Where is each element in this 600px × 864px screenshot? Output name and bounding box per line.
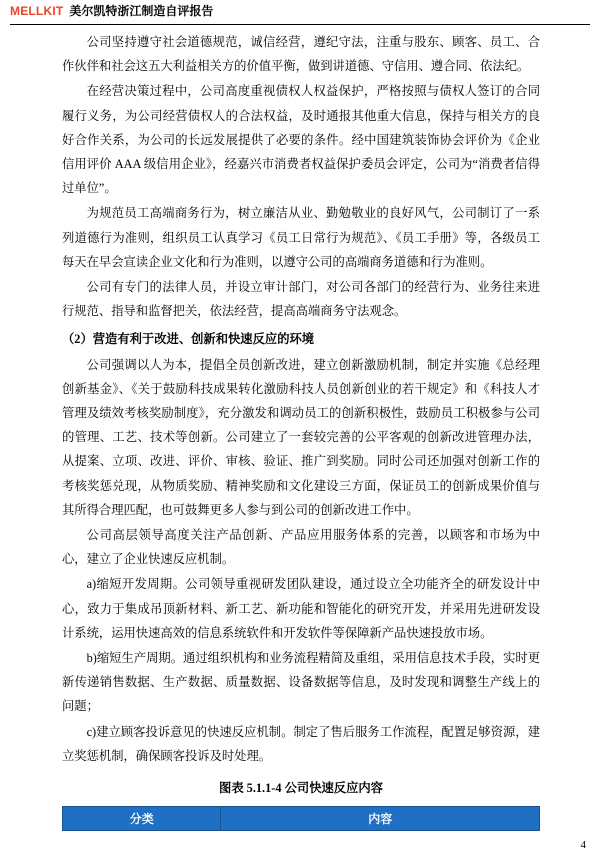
paragraph: 在经营决策过程中，公司高度重视债权人权益保护，严格按照与债权人签订的合同履行义务，为公司经营债权人的合法权益，及时通报其他重大信息，保持与相关方的良好合作关系，为公司的长远发展提供了必要的条件。经中国建筑装饰协会评价为《企业信用评价 AAA 级信用企业》，经嘉兴市消费者权益保护委员会评定，公司为“消费者信得过单位”。 xyxy=(62,84,540,196)
page-number: 4 xyxy=(580,839,586,851)
section-heading: （2）营造有利于改进、创新和快速反应的环境 xyxy=(62,332,315,347)
paragraph: 公司强调以人为本，提倡全员创新改进，建立创新激励机制，制定并实施《总经理创新基金》、《关于鼓励科技成果转化激励科技人员创新创业的若干规定》和《科技人才管理及绩效考核奖励制度》，充分激发和调动员工的创新积极性，鼓励员工积极参与公司的管理、工艺、技术等创新。公司建立了一套较完善的公平客观的创新改进管理办法，从提案、立项、改进、评价、审核、验证、推广到奖励。同时公司还加强对创新工作的考核奖惩兑现，从物质奖励、精神奖励和文化建设三方面，保证员工的创新成果价值与其所得合理匹配，也可鼓舞更多人参与到公司的创新改进工作中。 xyxy=(62,357,540,517)
paragraph: 公司有专门的法律人员，并设立审计部门，对公司各部门的经营行为、业务往来进行规范、指导和监督把关，依法经营，提高高端商务守法观念。 xyxy=(62,280,540,319)
table-header-row xyxy=(63,807,540,831)
table-column-header-content: 内容 xyxy=(221,807,540,831)
paragraph: a)缩短开发周期。公司领导重视研发团队建设，通过设立全功能齐全的研发设计中心，致力于集成吊顶新材料、新工艺、新功能和智能化的研究开发，并采用先进研发设计系统，运用快速高效的信息系统软件和开发软件等保障新产品快速投放市场。 xyxy=(62,577,540,640)
header-title: 美尔凯特浙江制造自评报告 xyxy=(69,4,214,18)
table-column-header-category: 分类 xyxy=(63,807,221,831)
page-header xyxy=(0,0,600,26)
paragraph: 公司高层领导高度关注产品创新、产品应用服务体系的完善，以顾客和市场为中心，建立了企业快速反应机制。 xyxy=(62,528,540,567)
brand-logo-text: MELLKIT xyxy=(10,4,64,18)
document-body xyxy=(62,30,540,831)
figure-caption: 图表 5.1.1-4 公司快速反应内容 xyxy=(219,781,383,796)
paragraph: 为规范员工高端商务行为，树立廉洁从业、勤勉敬业的良好风气，公司制订了一系列道德行为准则，组织员工认真学习《员工日常行为规范》、《员工手册》等，各级员工每天在早会宣读企业文化和行为准则，以遵守公司的高端商务道德和行为准则。 xyxy=(62,206,540,269)
figure-table xyxy=(62,806,540,831)
paragraph: c)建立顾客投诉意见的快速反应机制。制定了售后服务工作流程，配置足够资源，建立奖惩机制，确保顾客投诉及时处理。 xyxy=(62,724,540,763)
header-divider xyxy=(10,24,590,25)
paragraph: 公司坚持遵守社会道德规范，诚信经营，遵纪守法，注重与股东、顾客、员工、合作伙伴和社会这五大利益相关方的价值平衡，做到讲道德、守信用、遵合同、依法纪。 xyxy=(62,35,540,74)
paragraph: b)缩短生产周期。通过组织机构和业务流程精简及重组，采用信息技术手段，实时更新传递销售数据、生产数据、质量数据、设备数据等信息，及时发现和调整生产线上的问题； xyxy=(62,651,540,714)
